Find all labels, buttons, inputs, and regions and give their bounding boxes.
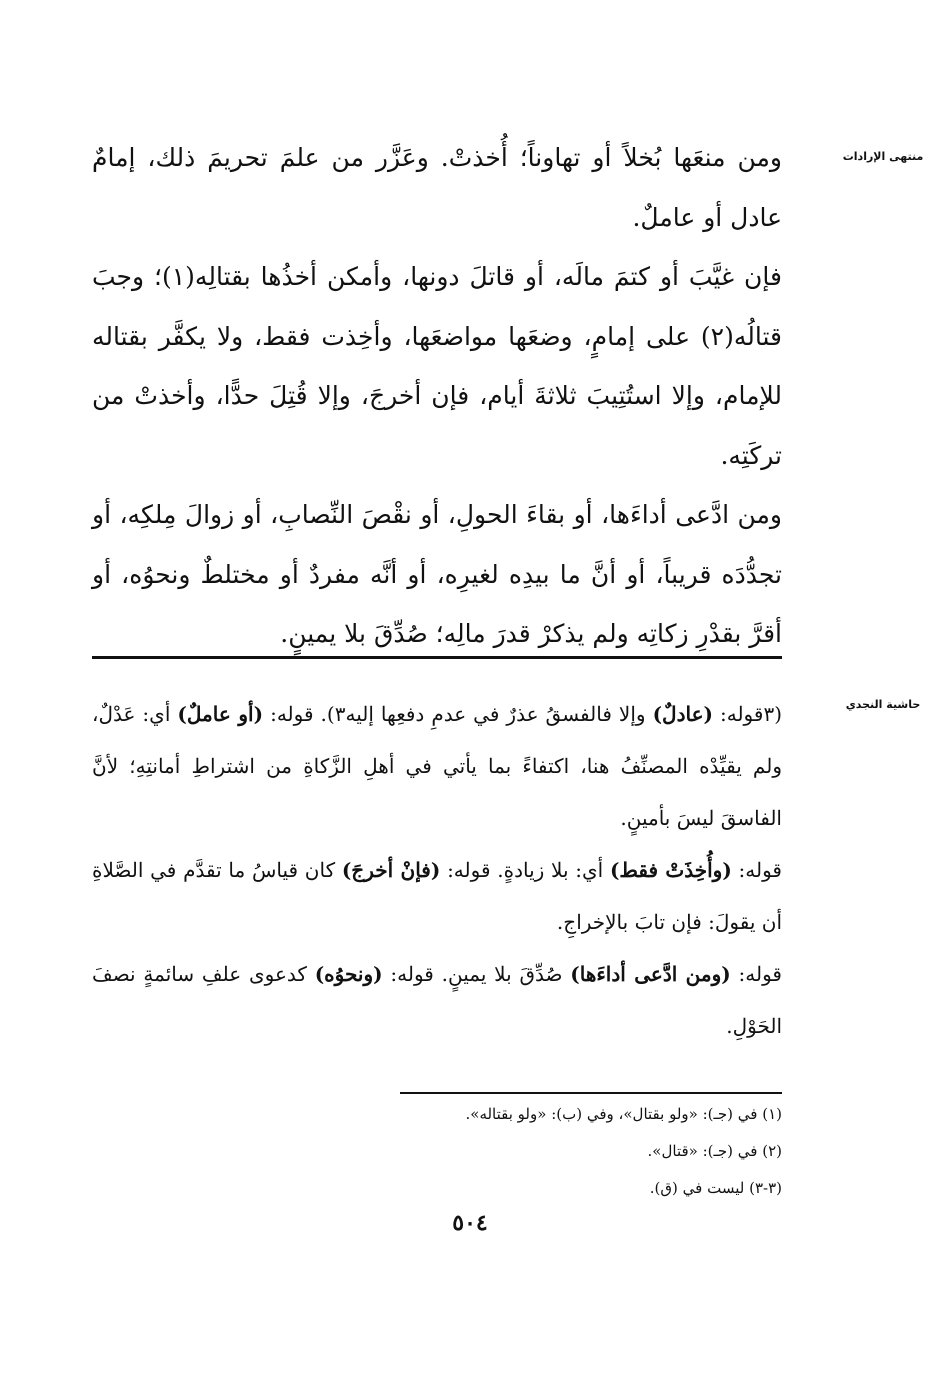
commentary-lemma: (أو عاملٌ) xyxy=(177,702,264,726)
commentary-text: قوله: xyxy=(731,858,782,882)
main-paragraph: ومن ادَّعى أداءَها، أو بقاءَ الحولِ، أو نقْصَ النِّصابِ، أو زوالَ مِلكِه، أو تجدُّدَه قريباً، أو أنَّ ما بيدِه لغيرِه، أو أنَّه مفردٌ أو مختلطٌ ونحوُه، أو أقرَّ بقدْرِ زكاتِه ولم يذكرْ قدرَ مالِه؛ صُدِّقَ بلا يمينٍ. xyxy=(92,500,782,648)
commentary-text: كان قياسُ ما تقدَّم في الصَّلاةِ أن يقولَ: فإن تابَ بالإخراجِ. xyxy=(92,858,782,934)
commentary-text: وإلا فالفسقُ عذرٌ في عدمِ دفعِها إليه٣). قوله: xyxy=(263,702,653,726)
commentary-text: قوله: xyxy=(730,962,782,986)
main-paragraph: ومن منعَها بُخلاً أو تهاوناً؛ أُخذتْ. وعَزَّر من علمَ تحريمَ ذلك، إمامٌ عادل أو عاملٌ. xyxy=(92,143,782,232)
commentary-lemma: (ونحوُه) xyxy=(314,962,383,986)
footnote-divider-rule xyxy=(400,1092,782,1094)
commentary-block xyxy=(92,688,782,1052)
footnote-item: (٢) في (جـ): «قتال». xyxy=(647,1142,782,1160)
commentary-lemma: (فإنْ أخرجَ) xyxy=(341,858,441,882)
page-number: ٥٠٤ xyxy=(452,1210,488,1236)
commentary-text: صُدِّقَ بلا يمينٍ. قوله: xyxy=(382,962,571,986)
commentary-text: (٣قوله: xyxy=(712,702,782,726)
commentary-paragraph xyxy=(92,844,782,948)
footnotes-block xyxy=(400,1096,782,1207)
footnote-item: (٣-٣) ليست في (ق). xyxy=(649,1179,782,1197)
commentary-text: أي: بلا زيادةٍ. قوله: xyxy=(440,858,610,882)
margin-label-main: منتهى الإرادات xyxy=(842,150,924,163)
main-divider-rule xyxy=(92,656,782,659)
commentary-lemma: (وأُخِذَتْ فقط) xyxy=(609,858,732,882)
commentary-paragraph xyxy=(92,948,782,1052)
commentary-text: كدعوى علفِ سائمةٍ نصفَ الحَوْلِ. xyxy=(92,962,782,1038)
margin-label-hashiya: حاشية النجدي xyxy=(845,698,921,711)
commentary-lemma: (عادلٌ) xyxy=(652,702,713,726)
footnote-item: (١) في (جـ): «ولو بقتال»، وفي (ب): «ولو بقتاله». xyxy=(465,1105,782,1123)
commentary-text: أي: عَدْلٌ، ولم يقيِّدْه المصنِّفُ هنا، اكتفاءً بما يأتي في أهلِ الزَّكاةِ من اشتراطِ أمانتِهِ؛ لأنَّ الفاسقَ ليسَ بأمينٍ. xyxy=(92,702,782,830)
commentary-lemma: (ومن ادَّعى أداءَها) xyxy=(570,962,731,986)
commentary-paragraph xyxy=(92,688,782,844)
main-paragraph: فإن غيَّبَ أو كتمَ مالَه، أو قاتلَ دونها، وأمكن أخذُها بقتالِه(١)؛ وجبَ قتالُه(٢) على إمامٍ، وضعَها مواضعَها، وأخِذت فقط، ولا يكفَّر بقتاله للإمام، وإلا استُتِيبَ ثلاثةَ أيام، فإن أخرجَ، وإلا قُتِلَ حدًّا، وأخذتْ من تركَتِه. xyxy=(92,262,782,470)
main-text-block xyxy=(92,128,782,664)
